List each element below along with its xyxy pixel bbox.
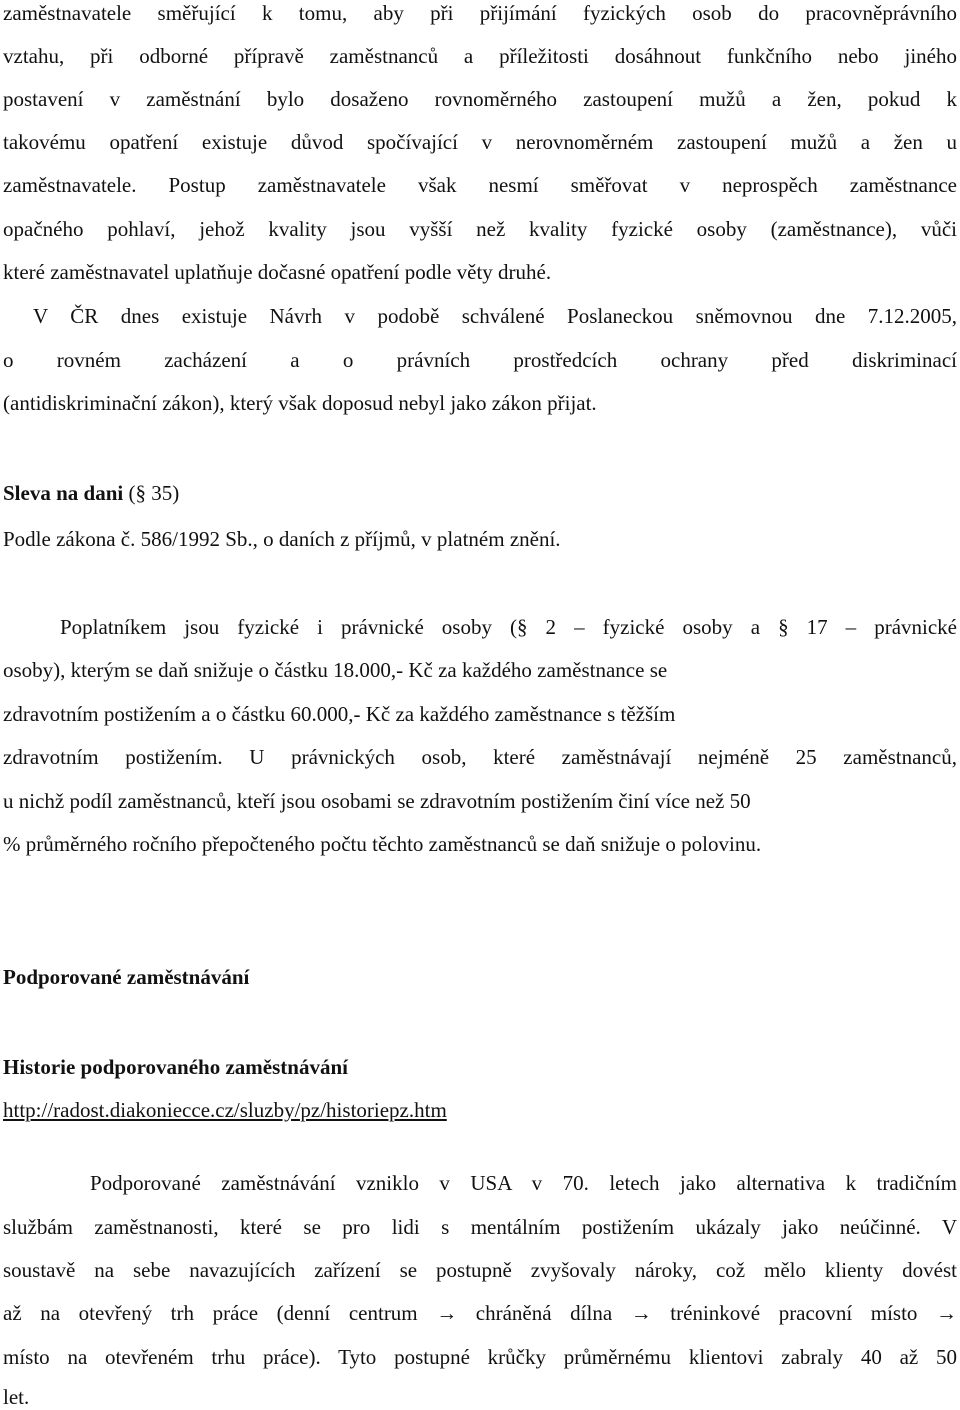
- heading-bold-text: Sleva na dani: [3, 481, 124, 505]
- paragraph-line: místo na otevřeném trhu práce). Tyto postupné krůčky průměrnému klientovi zabraly 40 až 50: [3, 1345, 957, 1369]
- paragraph-line: u nichž podíl zaměstnanců, kteří jsou osobami se zdravotním postižením činí více než 50: [3, 789, 751, 813]
- paragraph-line: V ČR dnes existuje Návrh v podobě schválené Poslaneckou sněmovnou dne 7.12.2005,: [33, 304, 957, 328]
- paragraph-line: postavení v zaměstnání bylo dosaženo rovnoměrného zastoupení mužů a žen, pokud k: [3, 87, 957, 111]
- paragraph-line: o rovném zacházení a o právních prostředcích ochrany před diskriminací: [3, 348, 957, 372]
- subsection-heading: Historie podporovaného zaměstnávání: [3, 1055, 348, 1079]
- paragraph-line: osoby), kterým se daň snižuje o částku 18.000,- Kč za každého zaměstnance se: [3, 658, 668, 682]
- paragraph-line: let.: [3, 1385, 30, 1409]
- paragraph-line: službám zaměstnanosti, které se pro lidi s mentálním postižením ukázaly jako neúčinné. V: [3, 1215, 957, 1239]
- paragraph-line: Podporované zaměstnávání vzniklo v USA v 70. letech jako alternativa k tradičním: [90, 1171, 957, 1195]
- paragraph-line: zaměstnavatele. Postup zaměstnavatele však nesmí směřovat v neprospěch zaměstnance: [3, 173, 957, 197]
- paragraph-line: Poplatníkem jsou fyzické i právnické osoby (§ 2 – fyzické osoby a § 17 – právnické: [60, 615, 957, 639]
- paragraph-line: (antidiskriminační zákon), který však doposud nebyl jako zákon přijat.: [3, 391, 597, 415]
- paragraph-line: takovému opatření existuje důvod spočívající v nerovnoměrném zastoupení mužů a žen u: [3, 130, 957, 154]
- paragraph-line: až na otevřený trh práce (denní centrum → chráněná dílna → tréninkové pracovní místo →: [3, 1301, 957, 1325]
- paragraph-line: zaměstnavatele směřující k tomu, aby při přijímání fyzických osob do pracovněprávního: [3, 1, 957, 25]
- section-heading-sleva: [3, 480, 957, 506]
- paragraph-line: zdravotním postižením. U právnických osob, které zaměstnávají nejméně 25 zaměstnanců,: [3, 745, 957, 769]
- history-link[interactable]: http://radost.diakoniecce.cz/sluzby/pz/historiepz.htm: [3, 1098, 447, 1122]
- paragraph-line: zdravotním postižením a o částku 60.000,- Kč za každého zaměstnance s těžším: [3, 702, 676, 726]
- paragraph-line: vztahu, při odborné přípravě zaměstnanců a příležitosti dosáhnout funkčního nebo jiného: [3, 44, 957, 68]
- heading-paragraph-ref: (§ 35): [123, 481, 180, 505]
- paragraph-line: které zaměstnavatel uplatňuje dočasné opatření podle věty druhé.: [3, 260, 552, 284]
- paragraph-line: % průměrného ročního přepočteného počtu těchto zaměstnanců se daň snižuje o polovinu.: [3, 832, 762, 856]
- law-reference: Podle zákona č. 586/1992 Sb., o daních z příjmů, v platném znění.: [3, 527, 561, 551]
- paragraph-line: opačného pohlaví, jehož kvality jsou vyšší než kvality fyzické osoby (zaměstnance), vůči: [3, 217, 957, 241]
- section-heading: Podporované zaměstnávání: [3, 965, 250, 989]
- paragraph-line: soustavě na sebe navazujících zařízení se postupně zvyšovaly nároky, což mělo klienty dovést: [3, 1258, 957, 1282]
- link-line: [3, 1097, 957, 1123]
